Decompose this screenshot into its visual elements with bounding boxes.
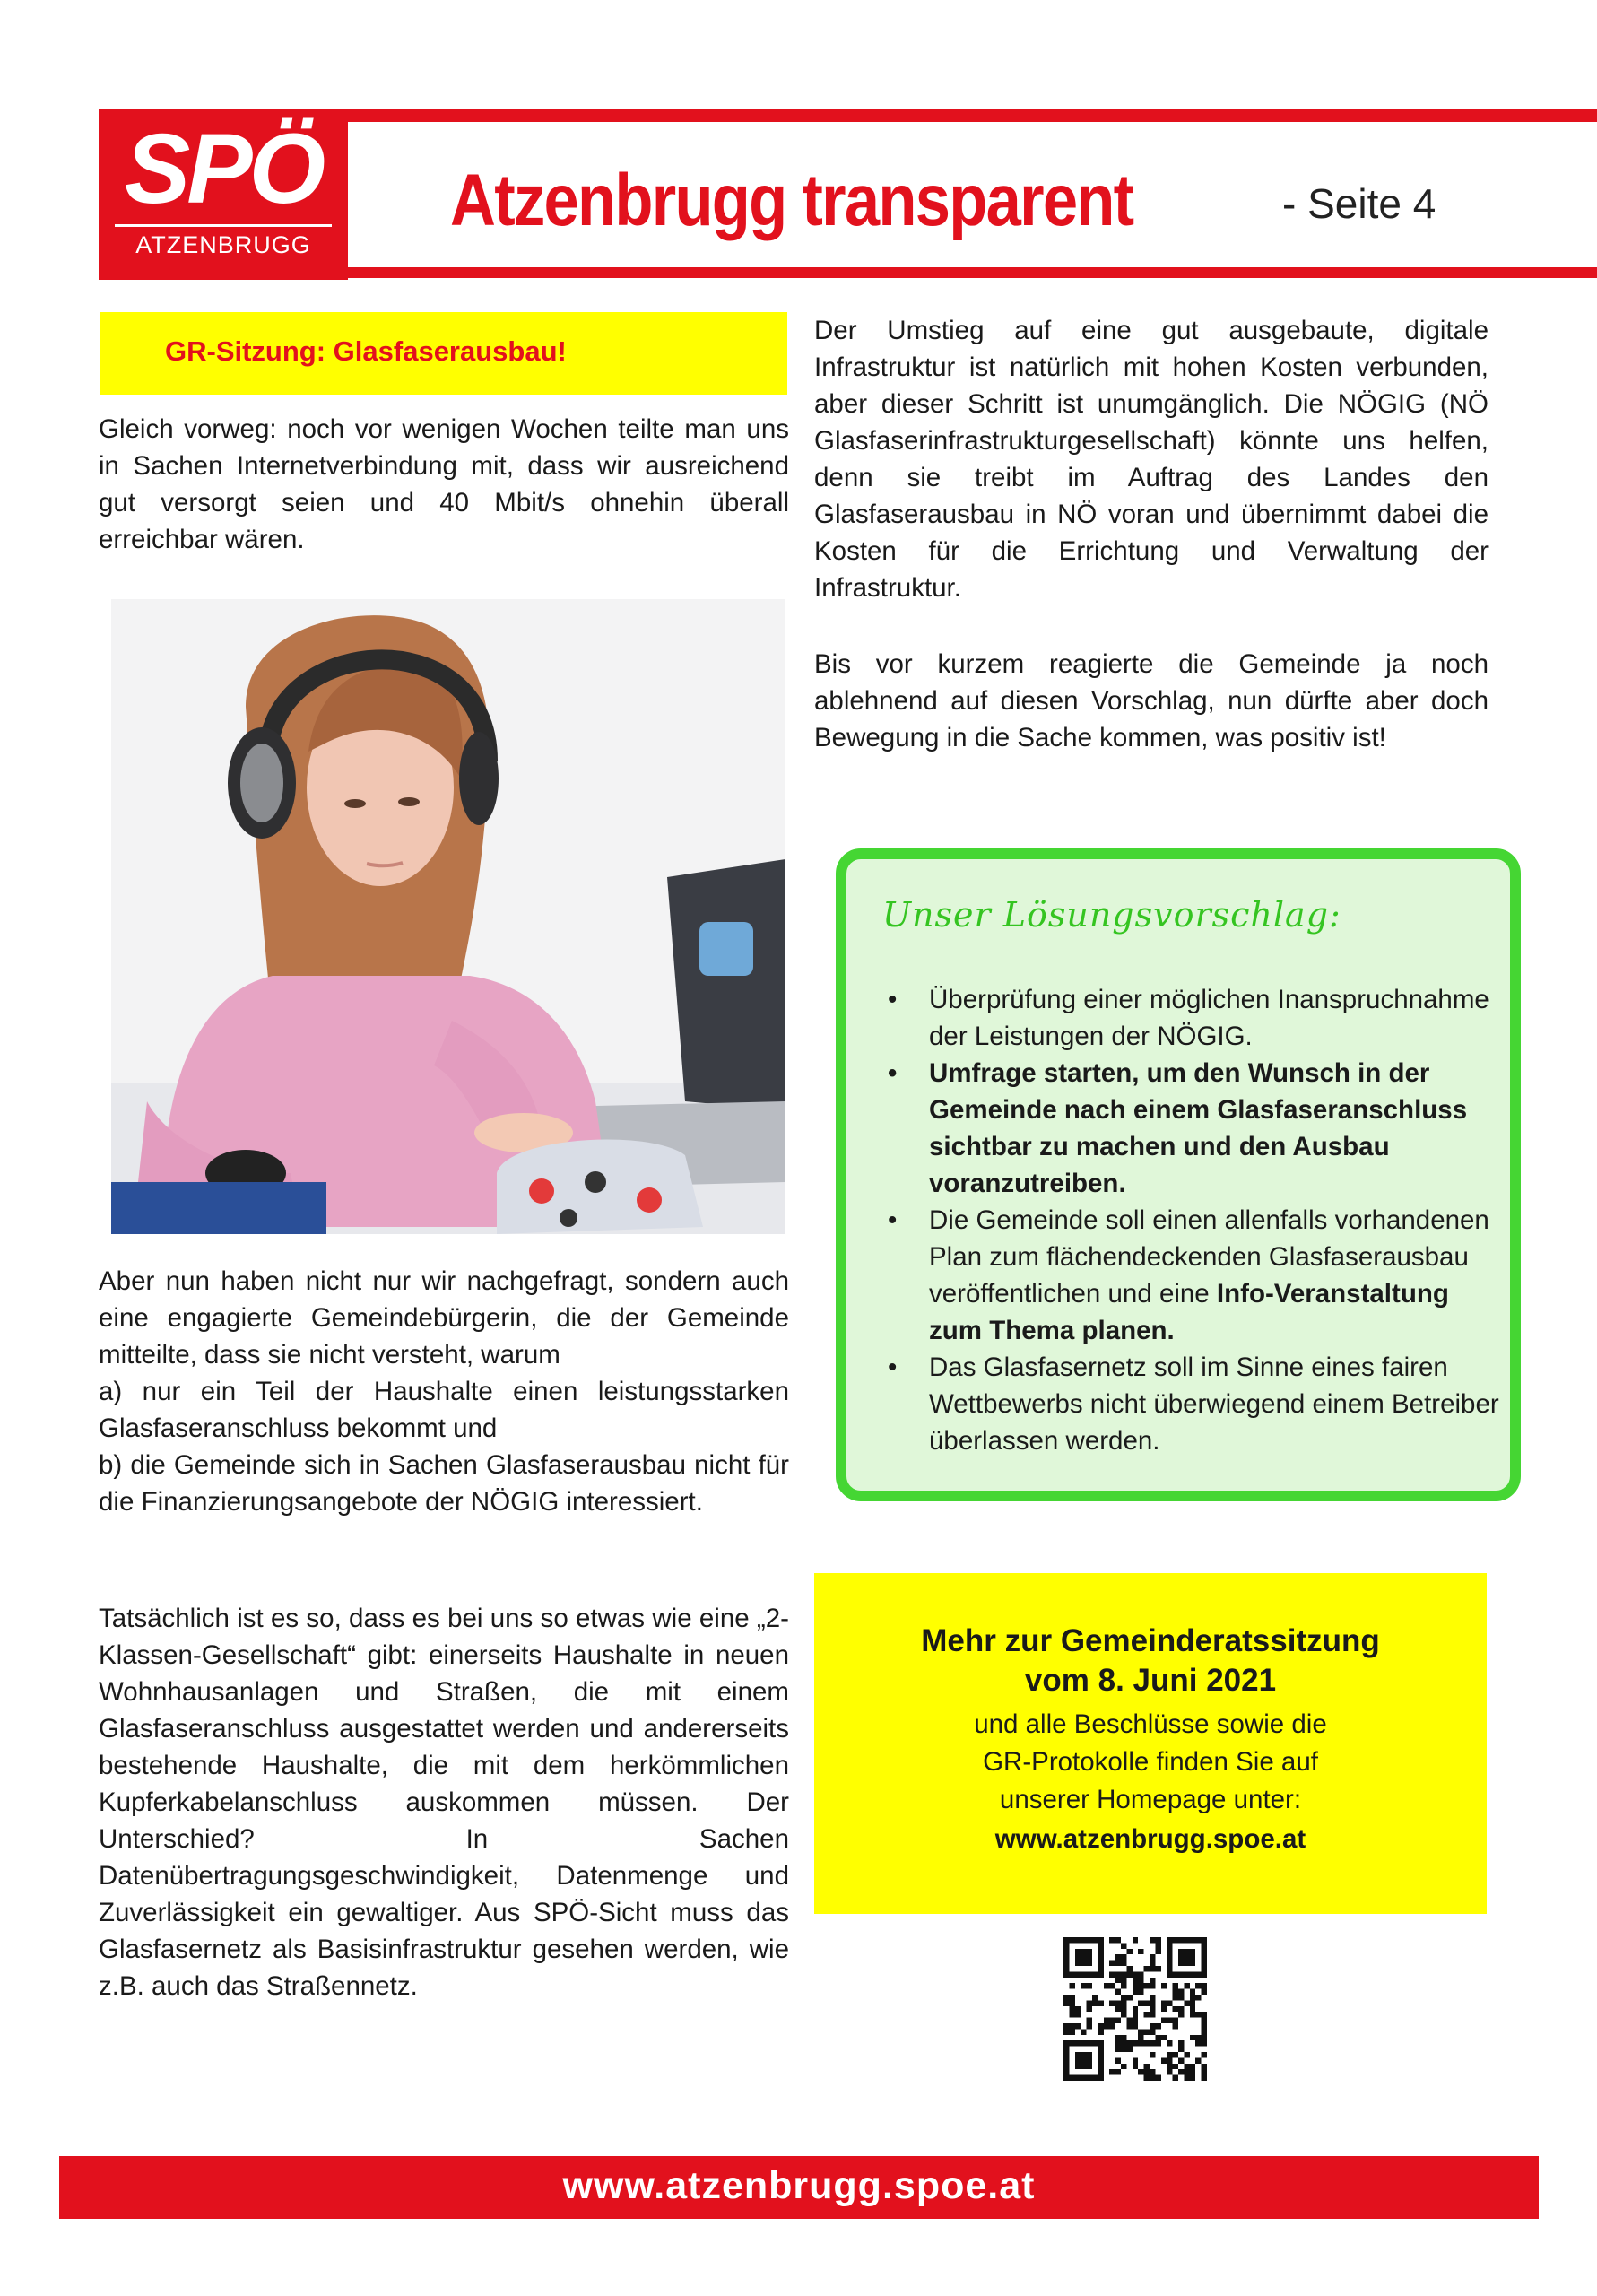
page-label: - Seite 4 — [1282, 180, 1436, 227]
info-heading: Mehr zur Gemeinderatssitzung — [921, 1623, 1380, 1658]
second-paragraph — [99, 1263, 789, 1520]
proposal-item — [881, 1202, 1499, 1349]
proposal-item-text: Überprüfung einer möglichen Inanspruchnahme der Leistungen der NÖGIG. — [929, 985, 1489, 1051]
proposal-item — [881, 981, 1499, 1055]
photo-girl-with-headphones — [111, 599, 785, 1234]
right-paragraph-2: Bis vor kurzem reagierte die Gemeinde ja noch ablehnend auf diesen Vorschlag, nun dürfte aber doch Bewegung in die Sache kommen, was positiv ist! — [814, 649, 1489, 752]
bullet-icon: • — [888, 985, 898, 1014]
logo-sub-text: ATZENBRUGG — [135, 231, 311, 258]
second-paragraph-item-b: b) die Gemeinde sich in Sachen Glasfaserausbau nicht für die Finanzierungsangebote der NÖGIG interessiert. — [99, 1450, 789, 1517]
info-box — [814, 1573, 1487, 1914]
bullet-icon: • — [888, 1205, 898, 1235]
info-date: vom 8. Juni 2021 — [1024, 1663, 1277, 1698]
homepage-link[interactable]: www.atzenbrugg.spoe.at — [994, 1824, 1306, 1854]
second-paragraph-line: Aber nun haben nicht nur wir nachgefragt, sondern auch eine engagierte Gemeindebürgerin, die der Gemeinde mitteilte, dass sie nicht versteht, warum — [99, 1266, 789, 1370]
info-text: GR-Protokolle finden Sie auf — [983, 1747, 1318, 1777]
intro-paragraph: Gleich vorweg: noch vor wenigen Wochen teilte man uns in Sachen Internetverbindung mit, dass wir ausreichend gut versorgt seien und 40 Mbit/s ohnehin überall erreichbar wären. — [99, 414, 789, 554]
third-paragraph: Tatsächlich ist es so, dass es bei uns so etwas wie eine „2-Klassen-Gesellschaft“ gibt: einerseits Haushalte in neuen Wohnhausanlagen und Straßen, die mit einem Glasfaseranschluss ausgestattet werden und andererseits bestehende Haushalte, die mit dem herkömmlichen Kupferkabelanschluss auskommen müssen. Der Unterschied? In Sachen Datenübertragungsgeschwindigkeit, Datenmenge und Zuverlässigkeit ein gewaltiger. Aus SPÖ-Sicht muss das Glasfasernetz als Basisinfrastruktur gesehen werden, wie z.B. auch das Straßennetz. — [99, 1604, 789, 2001]
right-paragraph-1: Der Umstieg auf eine gut ausgebaute, digitale Infrastruktur ist natürlich mit hohen Kosten verbunden, aber dieser Schritt ist unumgänglich. Die NÖGIG (NÖ Glasfaserinfrastrukturgesellschaft) könnte uns helfen, denn sie treibt im Auftrag des Landes den Glasfaserausbau in NÖ voran und übernimmt dabei die Kosten für die Errichtung und Verwaltung der Infrastruktur. — [814, 316, 1489, 603]
bullet-icon: • — [888, 1352, 898, 1382]
bullet-icon: • — [888, 1058, 898, 1088]
info-text: unserer Homepage unter: — [999, 1785, 1302, 1814]
qr-code[interactable] — [1063, 1937, 1207, 2081]
proposal-item-text: Die Gemeinde soll einen allenfalls vorhandenen Plan zum flächendeckenden Glasfaserausbau veröffentlichen und eine — [929, 1205, 1489, 1309]
proposal-item — [881, 1349, 1499, 1459]
logo-divider — [115, 224, 332, 227]
proposal-list — [881, 981, 1499, 1459]
page-header — [99, 109, 1597, 280]
second-paragraph-item-a: a) nur ein Teil der Haushalte einen leistungsstarken Glasfaseranschluss bekommt und — [99, 1377, 789, 1443]
proposal-item-text: Das Glasfasernetz soll im Sinne eines fairen Wettbewerbs nicht überwiegend einem Betreiber überlassen werden. — [929, 1352, 1499, 1456]
section-heading: GR-Sitzung: Glasfaserausbau! — [165, 335, 567, 367]
publication-title: Atzenbrugg transparent — [450, 160, 1133, 241]
proposal-item-text: Umfrage starten, um den Wunsch in der Gemeinde nach einem Glasfaseranschluss sichtbar zu machen und den Ausbau voranzutreiben. — [929, 1058, 1468, 1198]
proposal-item — [881, 1055, 1499, 1202]
logo-main-text: SPÖ — [124, 114, 323, 224]
proposal-box — [836, 848, 1521, 1501]
proposal-item-emphasis: Info-Veranstaltung zum Thema planen. — [929, 1279, 1449, 1345]
spo-logo — [99, 109, 348, 280]
section-heading-box — [100, 312, 787, 395]
proposal-title: Unser Lösungsvorschlag: — [882, 895, 1341, 935]
page-footer — [59, 2156, 1539, 2219]
footer-url[interactable]: www.atzenbrugg.spoe.at — [562, 2164, 1036, 2207]
info-text: und alle Beschlüsse sowie die — [974, 1709, 1327, 1739]
